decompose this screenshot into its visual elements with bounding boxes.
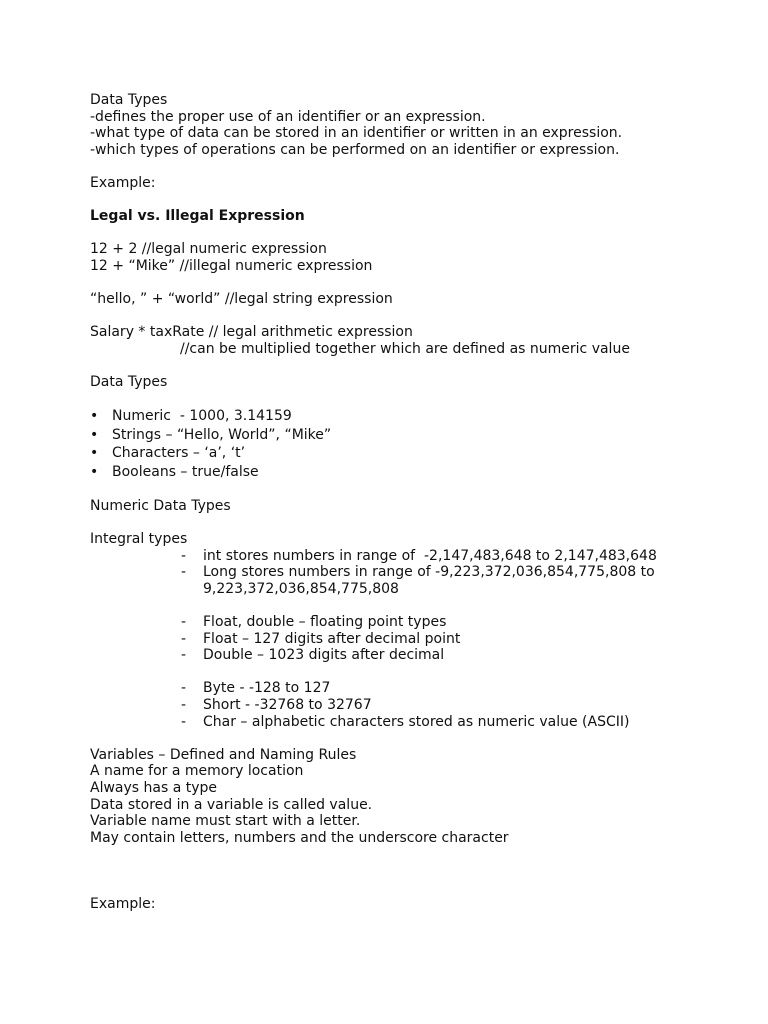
list-item: - Char – alphabetic characters stored as numeric value (ASCII)	[181, 713, 630, 730]
integral-types-label: Integral types	[90, 531, 188, 548]
bullet-icon: •	[90, 408, 99, 425]
numeric-expression-line: 12 + 2 //legal numeric expression	[90, 241, 327, 258]
dash-icon: -	[181, 697, 187, 713]
intro-line: -which types of operations can be performed on an identifier or expression.	[90, 141, 620, 158]
legal-heading: Legal vs. Illegal Expression	[90, 208, 305, 225]
data-types-heading: Data Types	[90, 374, 168, 391]
variables-heading: Variables – Defined and Naming Rules	[90, 746, 357, 763]
intro-line: -defines the proper use of an identifier or an expression.	[90, 108, 486, 125]
numeric-data-types-heading: Numeric Data Types	[90, 497, 231, 514]
dash-icon: -	[181, 614, 187, 631]
list-item: - Float, double – floating point types	[181, 614, 447, 631]
bullet-icon: •	[90, 445, 99, 462]
list-item: - int stores numbers in range of -2,147,483,648 to 2,147,483,648	[181, 547, 657, 564]
variables-line: May contain letters, numbers and the underscore character	[90, 829, 509, 846]
variables-line: Data stored in a variable is called value.	[90, 796, 373, 813]
intro-line: -what type of data can be stored in an identifier or written in an expression.	[90, 125, 623, 142]
list-item: - Double – 1023 digits after decimal	[181, 647, 445, 664]
list-item: - Float – 127 digits after decimal point	[181, 630, 461, 647]
list-item: - Short - -32768 to 32767	[181, 697, 372, 713]
example-label: Example:	[90, 896, 156, 913]
list-item: • Booleans – true/false	[90, 463, 259, 480]
bullet-icon: •	[90, 463, 99, 480]
dash-icon: -	[181, 547, 187, 564]
dash-icon: -	[181, 630, 187, 647]
list-item: - Long stores numbers in range of -9,223,372,036,854,775,808 to 9,223,372,036,854,775,808	[181, 564, 655, 597]
document-page	[90, 92, 750, 913]
example-label: Example:	[90, 174, 156, 191]
list-item: • Numeric - 1000, 3.14159	[90, 408, 292, 425]
intro-title: Data Types	[90, 92, 168, 108]
list-item: - Byte - -128 to 127	[181, 680, 331, 697]
data-types-list	[90, 407, 750, 481]
integral-types-list	[90, 548, 750, 598]
floating-types-list	[90, 614, 750, 664]
list-item: • Strings – “Hello, World”, “Mike”	[90, 426, 332, 443]
salary-comment: //can be multiplied together which are defined as numeric value	[180, 340, 630, 357]
other-types-list	[90, 680, 750, 730]
dash-icon: -	[181, 647, 187, 664]
dash-icon: -	[181, 713, 187, 730]
salary-expression-line: Salary * taxRate // legal arithmetic expression	[90, 324, 413, 341]
dash-icon: -	[181, 564, 187, 581]
bullet-icon: •	[90, 426, 99, 443]
list-item: • Characters – ‘a’, ‘t’	[90, 445, 246, 462]
variables-line: Variable name must start with a letter.	[90, 813, 361, 830]
numeric-expression-line: 12 + “Mike” //illegal numeric expression	[90, 257, 373, 274]
dash-icon: -	[181, 680, 187, 697]
string-expression-line: “hello, ” + “world” //legal string expression	[90, 291, 393, 308]
variables-line: Always has a type	[90, 779, 218, 796]
variables-line: A name for a memory location	[90, 763, 304, 780]
